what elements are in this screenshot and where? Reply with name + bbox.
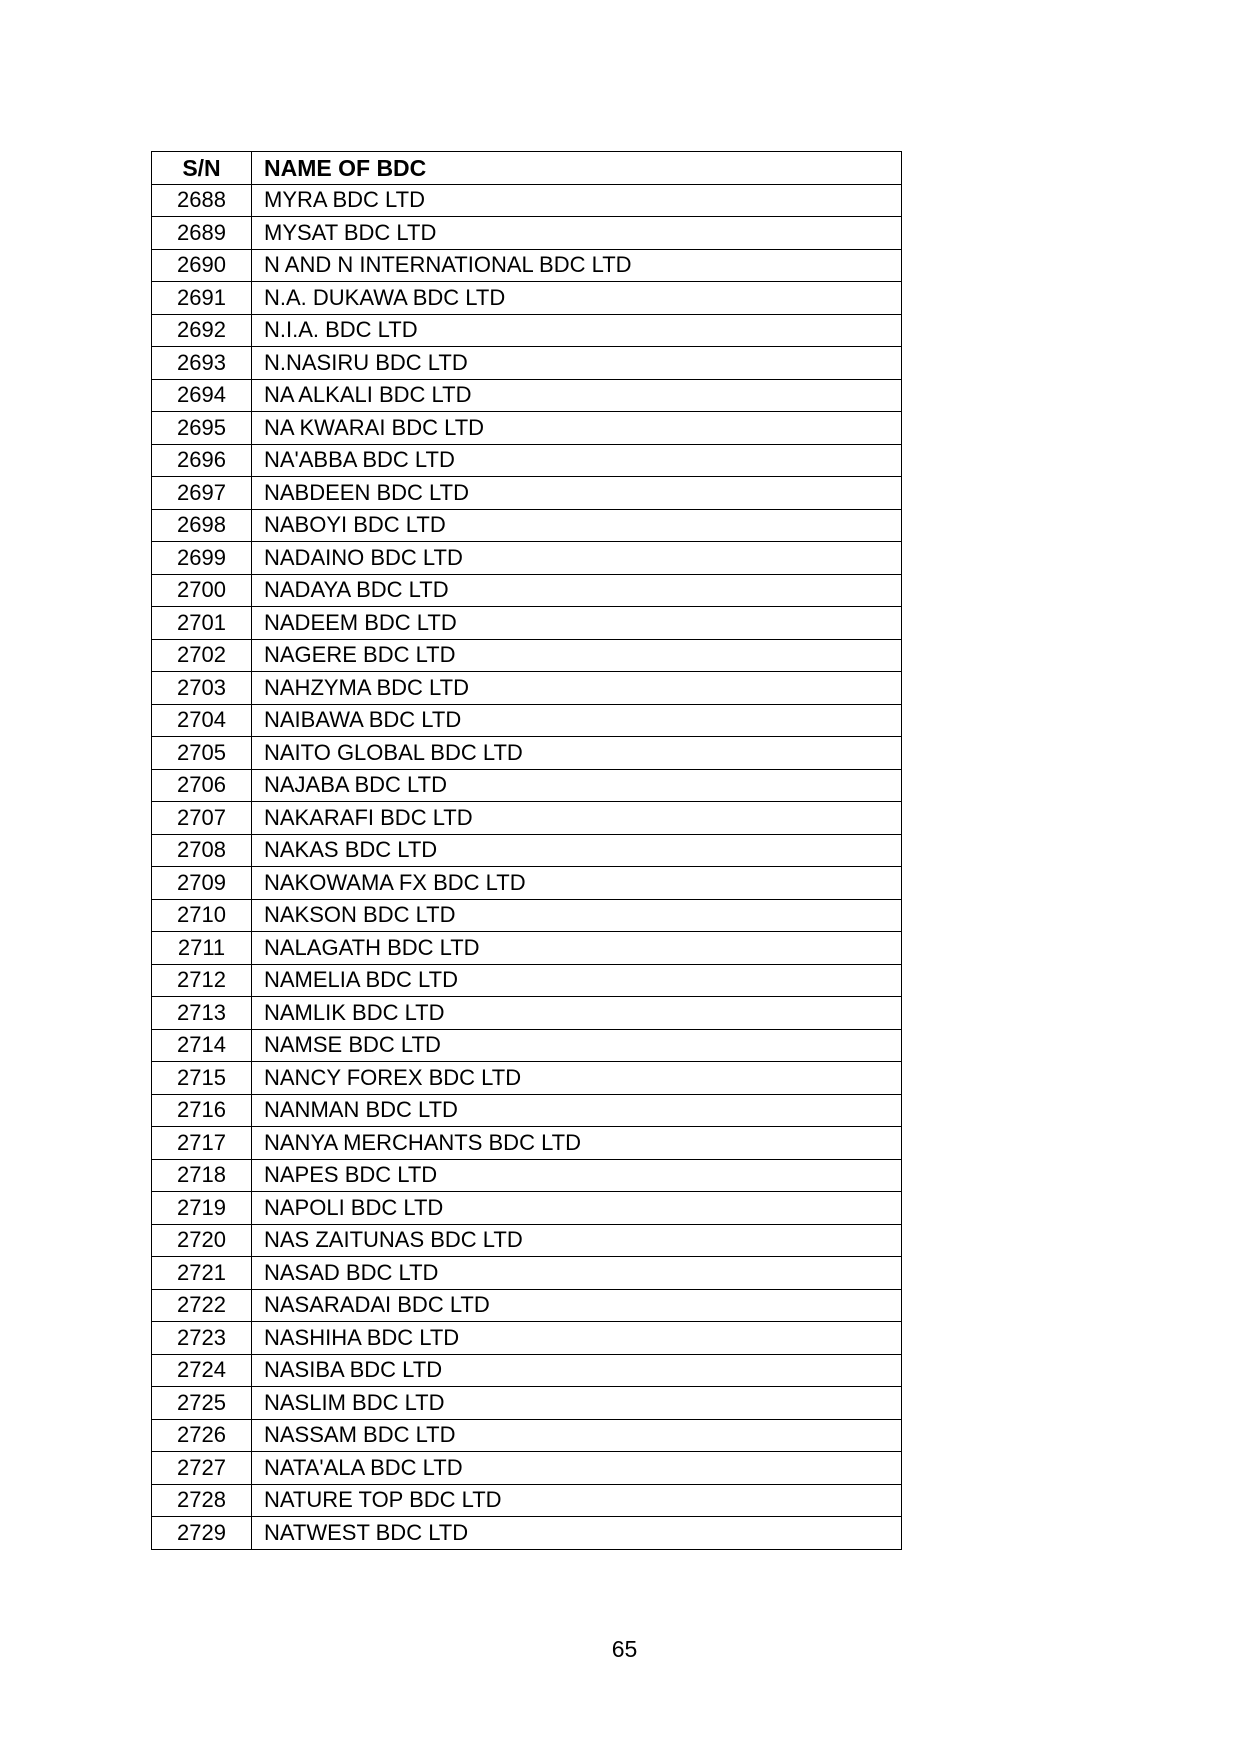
serial-number-cell: 2689 — [152, 217, 252, 250]
table-row — [152, 1029, 902, 1062]
table-row — [152, 184, 902, 217]
bdc-name-cell: NAKOWAMA FX BDC LTD — [252, 867, 902, 900]
serial-number-cell: 2727 — [152, 1452, 252, 1485]
table-row — [152, 802, 902, 835]
serial-number-cell: 2697 — [152, 477, 252, 510]
bdc-name-cell: NAJABA BDC LTD — [252, 769, 902, 802]
serial-number-cell: 2700 — [152, 574, 252, 607]
bdc-name-cell: NADAINO BDC LTD — [252, 542, 902, 575]
table-row — [152, 867, 902, 900]
bdc-name-cell: NASIBA BDC LTD — [252, 1354, 902, 1387]
bdc-name-cell: NANMAN BDC LTD — [252, 1094, 902, 1127]
bdc-name-cell: NA KWARAI BDC LTD — [252, 412, 902, 445]
bdc-name-cell: NABDEEN BDC LTD — [252, 477, 902, 510]
bdc-name-cell: NATURE TOP BDC LTD — [252, 1484, 902, 1517]
serial-number-cell: 2710 — [152, 899, 252, 932]
bdc-name-cell: NABOYI BDC LTD — [252, 509, 902, 542]
table-row — [152, 1387, 902, 1420]
table-row — [152, 1517, 902, 1550]
table-row — [152, 1484, 902, 1517]
serial-number-cell: 2719 — [152, 1192, 252, 1225]
serial-number-cell: 2693 — [152, 347, 252, 380]
serial-number-cell: 2713 — [152, 997, 252, 1030]
table-row — [152, 1289, 902, 1322]
table-row — [152, 932, 902, 965]
bdc-name-cell: NAITO GLOBAL BDC LTD — [252, 737, 902, 770]
bdc-name-cell: NAIBAWA BDC LTD — [252, 704, 902, 737]
table-row — [152, 1322, 902, 1355]
page-number: 65 — [611, 1636, 638, 1662]
serial-number-cell: 2692 — [152, 314, 252, 347]
serial-number-cell: 2708 — [152, 834, 252, 867]
table-row — [152, 412, 902, 445]
bdc-name-cell: NAGERE BDC LTD — [252, 639, 902, 672]
table-row — [152, 509, 902, 542]
bdc-name-cell: NAKSON BDC LTD — [252, 899, 902, 932]
serial-number-cell: 2721 — [152, 1257, 252, 1290]
bdc-name-cell: NAMSE BDC LTD — [252, 1029, 902, 1062]
bdc-name-cell: NASAD BDC LTD — [252, 1257, 902, 1290]
serial-number-cell: 2702 — [152, 639, 252, 672]
bdc-name-cell: NADEEM BDC LTD — [252, 607, 902, 640]
serial-number-cell: 2694 — [152, 379, 252, 412]
table-row — [152, 574, 902, 607]
table-row — [152, 444, 902, 477]
table-row — [152, 964, 902, 997]
serial-number-cell: 2723 — [152, 1322, 252, 1355]
bdc-name-cell: MYRA BDC LTD — [252, 184, 902, 217]
bdc-name-cell: NAS ZAITUNAS BDC LTD — [252, 1224, 902, 1257]
serial-number-cell: 2714 — [152, 1029, 252, 1062]
table-row — [152, 314, 902, 347]
table-row — [152, 217, 902, 250]
serial-number-cell: 2688 — [152, 184, 252, 217]
serial-number-cell: 2695 — [152, 412, 252, 445]
bdc-name-cell: NANYA MERCHANTS BDC LTD — [252, 1127, 902, 1160]
bdc-name-cell: NAPOLI BDC LTD — [252, 1192, 902, 1225]
bdc-name-cell: N.A. DUKAWA BDC LTD — [252, 282, 902, 315]
serial-number-cell: 2706 — [152, 769, 252, 802]
bdc-name-cell: MYSAT BDC LTD — [252, 217, 902, 250]
bdc-name-cell: NANCY FOREX BDC LTD — [252, 1062, 902, 1095]
serial-number-cell: 2715 — [152, 1062, 252, 1095]
serial-number-cell: 2690 — [152, 249, 252, 282]
table-row — [152, 1224, 902, 1257]
table-row — [152, 282, 902, 315]
table-row — [152, 899, 902, 932]
table-body — [152, 184, 902, 1549]
serial-number-cell: 2725 — [152, 1387, 252, 1420]
table-row — [152, 1192, 902, 1225]
serial-number-cell: 2711 — [152, 932, 252, 965]
bdc-name-cell: NAKARAFI BDC LTD — [252, 802, 902, 835]
serial-number-cell: 2704 — [152, 704, 252, 737]
table-row — [152, 704, 902, 737]
serial-number-cell: 2703 — [152, 672, 252, 705]
serial-number-cell: 2696 — [152, 444, 252, 477]
bdc-name-cell: NATWEST BDC LTD — [252, 1517, 902, 1550]
table-row — [152, 542, 902, 575]
bdc-name-cell: N AND N INTERNATIONAL BDC LTD — [252, 249, 902, 282]
bdc-name-cell: NA'ABBA BDC LTD — [252, 444, 902, 477]
table-row — [152, 1094, 902, 1127]
table-row — [152, 639, 902, 672]
bdc-name-cell: N.I.A. BDC LTD — [252, 314, 902, 347]
table-row — [152, 1452, 902, 1485]
table-row — [152, 769, 902, 802]
table-row — [152, 347, 902, 380]
bdc-name-cell: NASHIHA BDC LTD — [252, 1322, 902, 1355]
bdc-name-cell: NAPES BDC LTD — [252, 1159, 902, 1192]
bdc-list-table — [151, 151, 902, 1550]
bdc-name-cell: NADAYA BDC LTD — [252, 574, 902, 607]
serial-number-cell: 2720 — [152, 1224, 252, 1257]
serial-number-cell: 2701 — [152, 607, 252, 640]
serial-number-cell: 2707 — [152, 802, 252, 835]
table-row — [152, 737, 902, 770]
serial-number-cell: 2722 — [152, 1289, 252, 1322]
bdc-name-cell: NAMLIK BDC LTD — [252, 997, 902, 1030]
serial-number-cell: 2718 — [152, 1159, 252, 1192]
serial-number-cell: 2698 — [152, 509, 252, 542]
table-row — [152, 1127, 902, 1160]
table-row — [152, 1354, 902, 1387]
serial-number-cell: 2726 — [152, 1419, 252, 1452]
table-row — [152, 997, 902, 1030]
bdc-name-cell: NAHZYMA BDC LTD — [252, 672, 902, 705]
bdc-name-cell: NASARADAI BDC LTD — [252, 1289, 902, 1322]
serial-number-cell: 2709 — [152, 867, 252, 900]
table-row — [152, 379, 902, 412]
bdc-name-cell: NATA'ALA BDC LTD — [252, 1452, 902, 1485]
bdc-name-cell: NAMELIA BDC LTD — [252, 964, 902, 997]
serial-number-cell: 2705 — [152, 737, 252, 770]
table-row — [152, 477, 902, 510]
table-row — [152, 607, 902, 640]
bdc-name-cell: NA ALKALI BDC LTD — [252, 379, 902, 412]
bdc-name-cell: NASLIM BDC LTD — [252, 1387, 902, 1420]
serial-number-cell: 2691 — [152, 282, 252, 315]
table-row — [152, 249, 902, 282]
serial-number-cell: 2729 — [152, 1517, 252, 1550]
header-sn: S/N — [152, 152, 252, 185]
table-row — [152, 1159, 902, 1192]
table-row — [152, 1419, 902, 1452]
serial-number-cell: 2724 — [152, 1354, 252, 1387]
header-name-of-bdc: NAME OF BDC — [252, 152, 902, 185]
serial-number-cell: 2716 — [152, 1094, 252, 1127]
serial-number-cell: 2712 — [152, 964, 252, 997]
bdc-name-cell: NAKAS BDC LTD — [252, 834, 902, 867]
serial-number-cell: 2717 — [152, 1127, 252, 1160]
table-row — [152, 834, 902, 867]
table-row — [152, 1062, 902, 1095]
table-row — [152, 672, 902, 705]
table-row — [152, 1257, 902, 1290]
table-header-row — [152, 152, 902, 185]
serial-number-cell: 2728 — [152, 1484, 252, 1517]
serial-number-cell: 2699 — [152, 542, 252, 575]
bdc-name-cell: NALAGATH BDC LTD — [252, 932, 902, 965]
bdc-name-cell: N.NASIRU BDC LTD — [252, 347, 902, 380]
bdc-name-cell: NASSAM BDC LTD — [252, 1419, 902, 1452]
